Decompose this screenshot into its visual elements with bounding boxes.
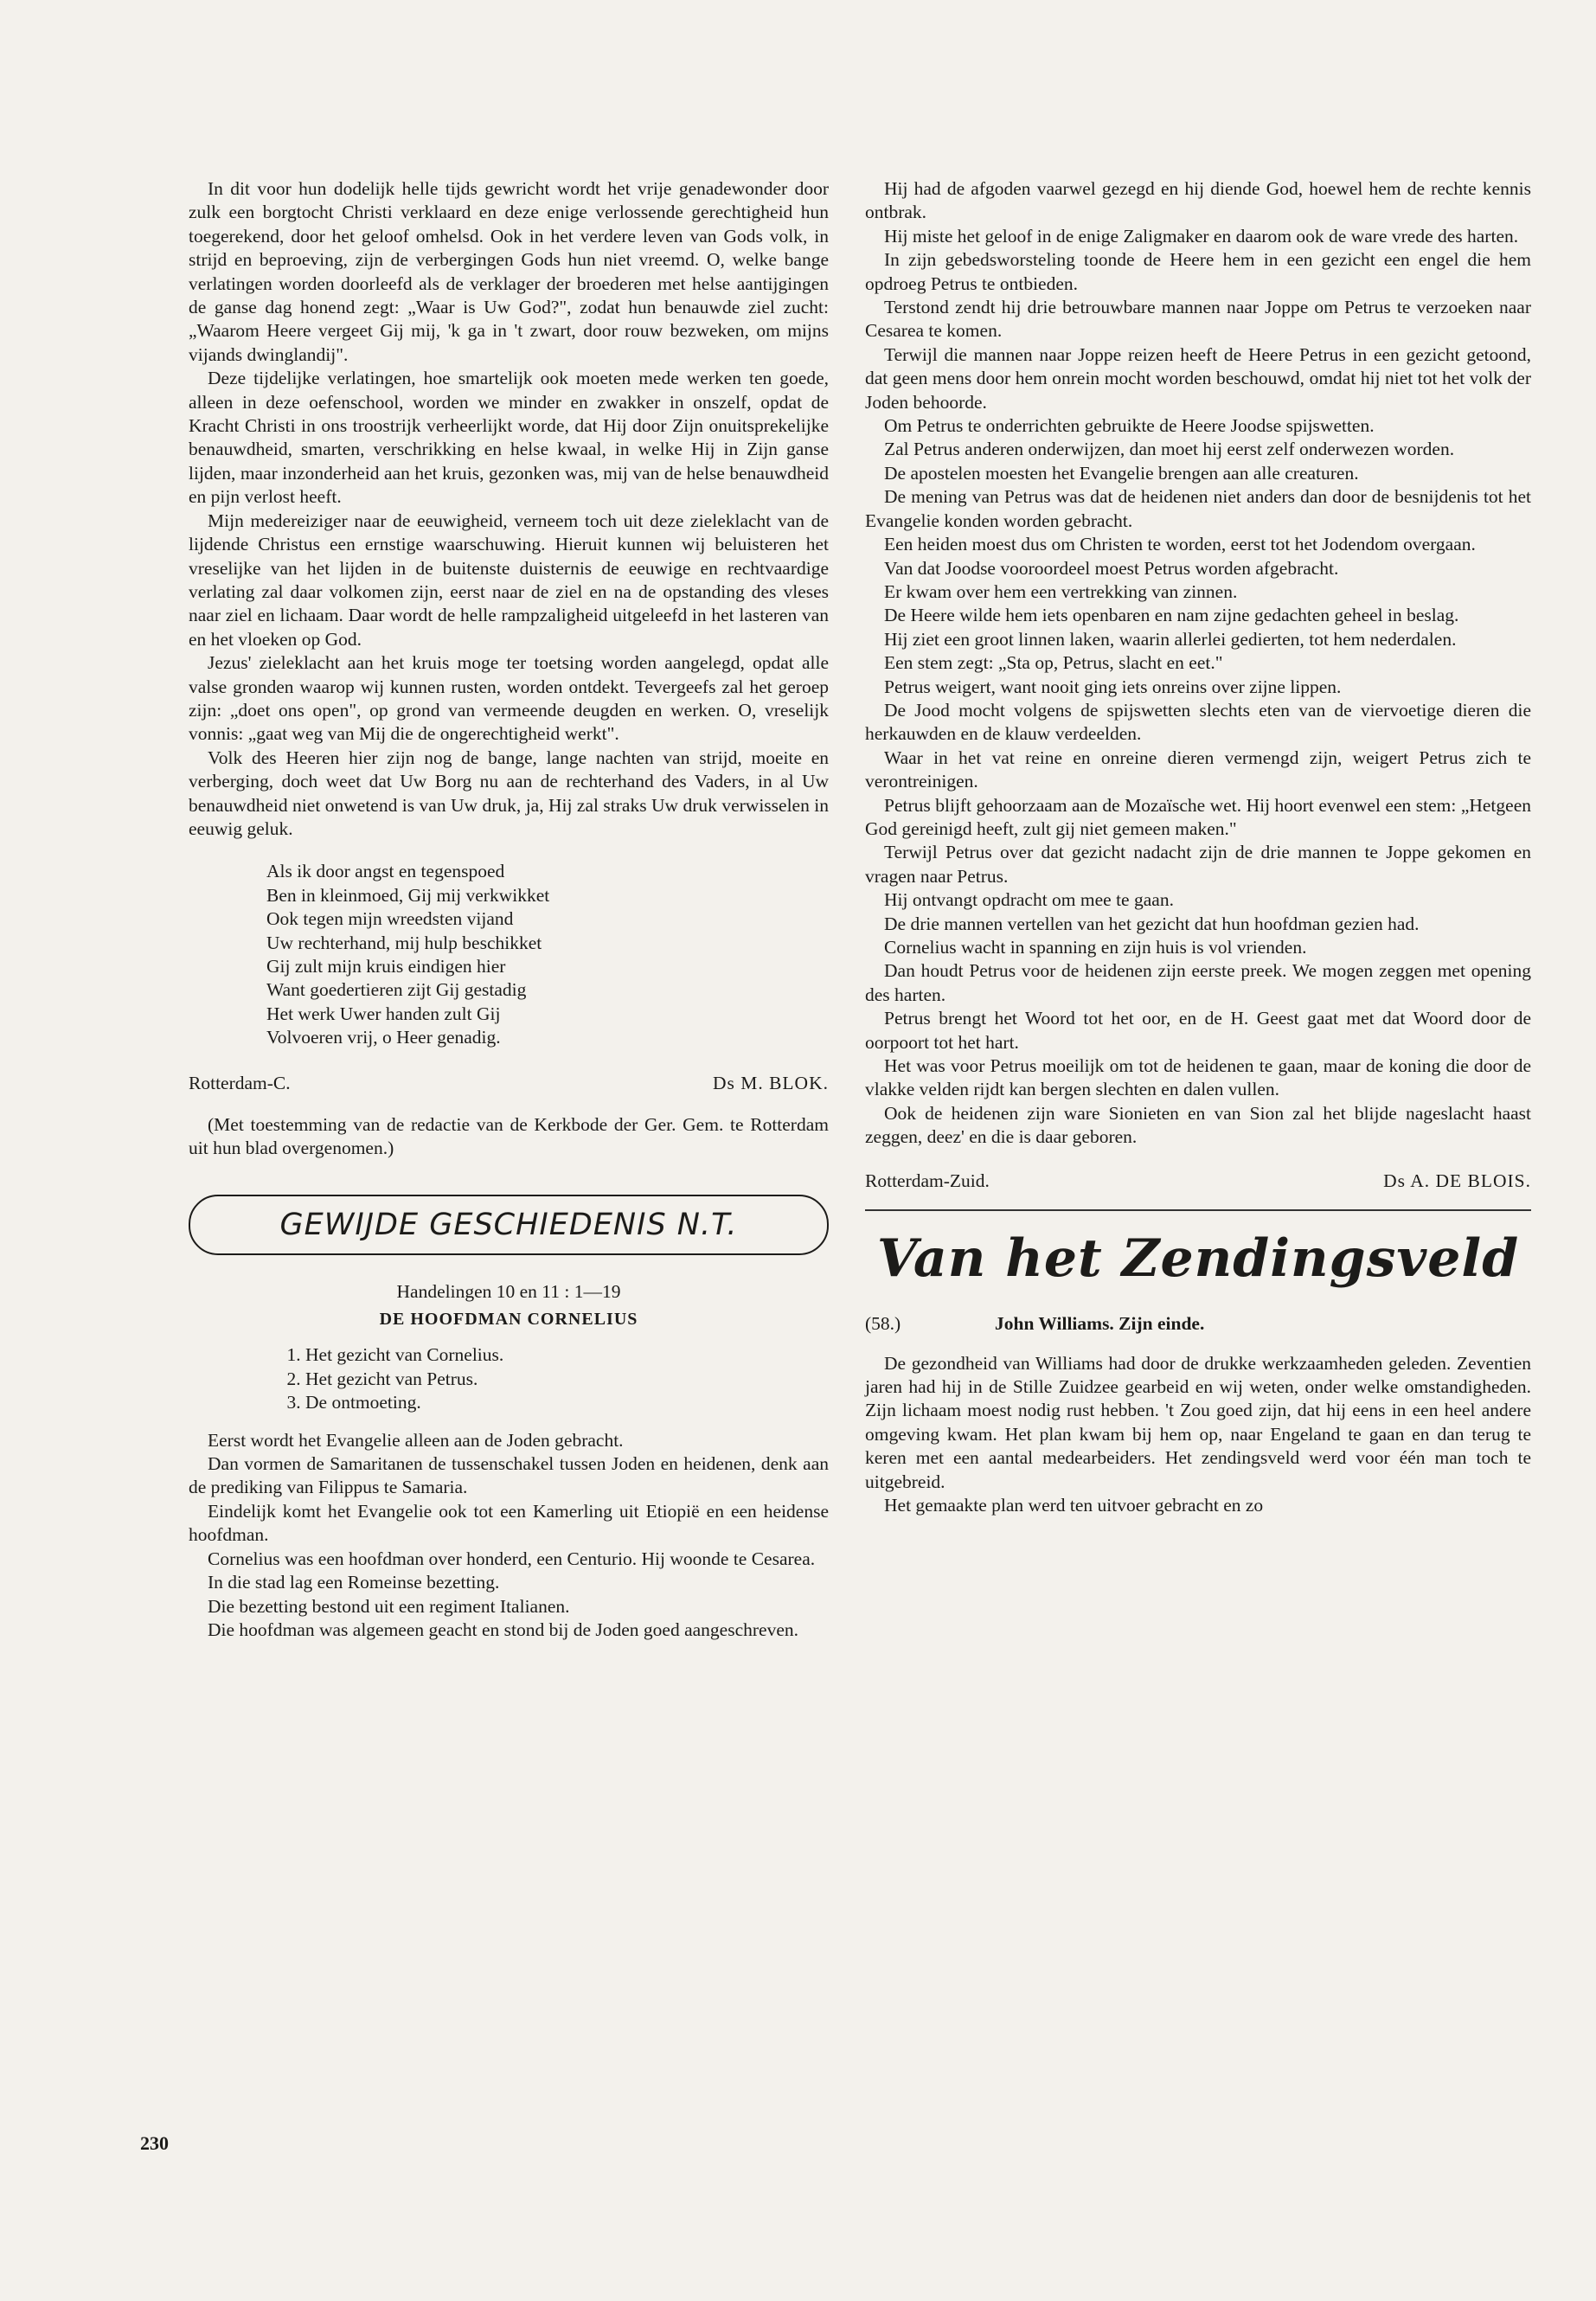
paragraph: Een heiden moest dus om Christen te worden, eerst tot het Jodendom overgaan. <box>884 534 1476 555</box>
poem-line: Ook tegen mijn wreedsten vijand <box>266 908 514 930</box>
meditation-article <box>189 177 829 841</box>
paragraph: Die bezetting bestond uit een regiment Italianen. <box>208 1595 570 1617</box>
paragraph: Het was voor Petrus moeilijk om tot de heidenen te gaan, maar de koning die door de vlakke velden rijdt kan bergen slechten en dalen vullen. <box>865 1055 1531 1100</box>
poem-line: Het werk Uwer handen zult Gij <box>266 1003 501 1024</box>
article-heading: DE HOOFDMAN CORNELIUS <box>379 1310 638 1330</box>
psalm-verse <box>266 860 829 1049</box>
poem-line: Ben in kleinmoed, Gij mij verkwikket <box>266 884 550 906</box>
paragraph: De apostelen moesten het Evangelie brengen aan alle creaturen. <box>884 462 1359 484</box>
paragraph: Die hoofdman was algemeen geacht en stond bij de Joden goed aangeschreven. <box>208 1618 798 1640</box>
paragraph: De gezondheid van Williams had door de drukke werkzaamheden geleden. Zeventien jaren had hij in de Stille Zuidzee gearbeid en wij weten, onder welke omstandigheden. Zijn lichaam moest nodig rust hebben. 't Zou goed zijn, dat hij eens in een heel andere omgeving kwam. Het plan kwam bij hem op, naar Engeland te gaan en dan terug te keren met een aantal medearbeiders. Het zendingsveld werd voor één man toch te uitgebreid. <box>865 1352 1531 1492</box>
paragraph: In zijn gebedsworsteling toonde de Heere hem in een gezicht een engel die hem opdroeg Petrus te ontbieden. <box>865 249 1531 294</box>
paragraph: Ook de heidenen zijn ware Sionieten en van Sion zal het blijde nageslacht haast zeggen, deez' en die is daar geboren. <box>865 1102 1531 1148</box>
paragraph: De Heere wilde hem iets openbaren en nam zijne gedachten geheel in beslag. <box>884 605 1459 626</box>
paragraph: Hij ziet een groot linnen laken, waarin allerlei gedierten, tot hem nederdalen. <box>884 628 1457 650</box>
list-item: 3. De ontmoeting. <box>305 1391 829 1414</box>
installment-number: (58.) <box>865 1312 901 1334</box>
poem-line: Want goedertieren zijt Gij gestadig <box>266 979 527 1001</box>
paragraph: Hij ontvangt opdracht om mee te gaan. <box>884 889 1174 911</box>
paragraph: Een stem zegt: „Sta op, Petrus, slacht en eet." <box>884 652 1223 674</box>
section-title: Van het Zendingsveld <box>876 1227 1520 1289</box>
paragraph: Waar in het vat reine en onreine dieren vermengd zijn, weigert Petrus zich te verontreinigen. <box>865 747 1531 792</box>
paragraph: Deze tijdelijke verlatingen, hoe smartelijk ook moeten mede werken ten goede, alleen in deze oefenschool, worden we minder en zwakker in onszelf, opdat de Kracht Christi in ons troostrijk verheerlijkt worde, dat Hij door Zijn onuitsprekelijke benauwdheid, smarten, verschrikking en helse kwaal, in welke Hij in Zijn ganse lijden, maar inzonderheid aan het kruis, gezonken was, mij van de helse benauwdheid en pijn verlost heeft. <box>189 368 829 508</box>
paragraph: Petrus brengt het Woord tot het oor, en de H. Geest gaat met dat Woord door de oorpoort tot het hart. <box>865 1008 1531 1053</box>
paragraph: Zal Petrus anderen onderwijzen, dan moet hij eerst zelf onderwezen worden. <box>884 439 1455 460</box>
cornelius-article-continued <box>865 177 1531 1150</box>
signature-place: Rotterdam-Zuid. <box>865 1170 990 1191</box>
paragraph: In dit voor hun dodelijk helle tijds gewricht wordt het vrije genadewonder door zulk een borgtocht Christi verklaard en deze enige verlossende gerechtigheid hun toegerekend, door het geloof omhelsd. Ook in het verdere leven van Gods volk, in strijd en beproeving, zijn de verbergingen Gods hun niet vreemd. O, welke bange verlatingen worden doorleefd als de verklager der broederen met helse aantijgingen de ganse dag honend zegt: „Waar is Uw God?", zodat hun benauwde ziel zucht: „Waarom Heere vergeet Gij mij, 'k ga in 't zwart, door rouw bezweken, om mijns vijands dwinglandij". <box>189 178 829 365</box>
signature-place: Rotterdam-C. <box>189 1072 291 1093</box>
paragraph: De mening van Petrus was dat de heidenen niet anders dan door de besnijdenis tot het Evangelie konden worden gebracht. <box>865 486 1531 531</box>
list-item: 2. Het gezicht van Petrus. <box>305 1368 829 1391</box>
signature-author: Ds M. BLOK. <box>712 1072 829 1093</box>
paragraph: Jezus' zieleklacht aan het kruis moge ter toetsing worden aangelegd, opdat alle valse gronden waarop wij kunnen rusten, worden ontdekt. Tevergeefs zal het geroep zijn: „doet ons open", op grond van vermeende deugden en werken. O, vreselijk vonnis: „gaat weg van Mij die de ongerechtigheid werkt". <box>189 652 829 745</box>
cornelius-article <box>189 1429 829 1643</box>
paragraph: Petrus weigert, want nooit ging iets onreins over zijne lippen. <box>884 676 1342 697</box>
article-heading: John Williams. Zijn einde. <box>995 1312 1205 1334</box>
section-banner <box>189 1195 829 1255</box>
paragraph: Terwijl die mannen naar Joppe reizen heeft de Heere Petrus in een gezicht getoond, dat geen mens door hem onrein mocht worden beschouwd, omdat hij niet tot het volk der Joden behoorde. <box>865 343 1531 413</box>
page-number: 230 <box>140 2132 169 2154</box>
paragraph: Dan houdt Petrus voor de heidenen zijn eerste preek. We mogen zeggen met opening des harten. <box>865 960 1531 1005</box>
paragraph: Hij miste het geloof in de enige Zaligmaker en daarom ook de ware vrede des harten. <box>884 225 1519 247</box>
reprint-note: (Met toestemming van de redactie van de Kerkbode der Ger. Gem. te Rotterdam uit hun blad overgenomen.) <box>189 1113 829 1159</box>
paragraph: Eindelijk komt het Evangelie ook tot een Kamerling uit Etiopië en een heidense hoofdman. <box>189 1500 829 1546</box>
paragraph: Mijn medereiziger naar de eeuwigheid, verneem toch uit deze zieleklacht van de lijdende Christus een ernstige waarschuwing. Hieruit kunnen wij beluisteren het vreselijke van het lijden in de buitenste duisternis de eeuwige en rechtvaardige verlating zal daar volkomen zijn, eerst naar de ziel en na de opstanding des vleses naar ziel en lichaam. Daar wordt de helle rampzaligheid uitgeleefd in het lasteren van en het vloeken op God. <box>189 510 829 650</box>
scripture-reference: Handelingen 10 en 11 : 1—19 <box>396 1281 621 1303</box>
paragraph: Petrus blijft gehoorzaam aan de Mozaïsche wet. Hij hoort evenwel een stem: „Hetgeen God gereinigd heeft, zult gij niet gemeen maken." <box>865 794 1531 839</box>
paragraph: Cornelius wacht in spanning en zijn huis is vol vrienden. <box>884 937 1307 958</box>
paragraph: De drie mannen vertellen van het gezicht dat hun hoofdman gezien had. <box>884 913 1420 934</box>
signature-author: Ds A. DE BLOIS. <box>1383 1170 1531 1191</box>
right-column <box>865 177 1531 1518</box>
paragraph: In die stad lag een Romeinse bezetting. <box>208 1572 500 1593</box>
section-divider <box>865 1209 1531 1211</box>
paragraph: Terstond zendt hij drie betrouwbare mannen naar Joppe om Petrus te verzoeken naar Cesarea te komen. <box>865 297 1531 342</box>
paragraph: Het gemaakte plan werd ten uitvoer gebracht en zo <box>884 1495 1264 1516</box>
banner-title: GEWIJDE GESCHIEDENIS N.T. <box>279 1208 738 1243</box>
poem-line: Gij zult mijn kruis eindigen hier <box>266 956 506 977</box>
section-subheading <box>865 1313 1531 1335</box>
paragraph: Volk des Heeren hier zijn nog de bange, lange nachten van strijd, moeite en verberging, doch weet dat Uw Borg nu aan de rechterhand des Vaders, in al Uw benauwdheid niet onwetend is van Uw druk, ja, Hij zal straks Uw druk verwisselen in eeuwig geluk. <box>189 747 829 839</box>
paragraph: Hij had de afgoden vaarwel gezegd en hij diende God, hoewel hem de rechte kennis ontbrak. <box>865 178 1531 223</box>
signature-line <box>189 1073 829 1094</box>
poem-line: Uw rechterhand, mij hulp beschikket <box>266 932 542 953</box>
paragraph: Er kwam over hem een vertrekking van zinnen. <box>884 580 1238 602</box>
poem-line: Volvoeren vrij, o Heer genadig. <box>266 1027 501 1048</box>
signature-line <box>865 1170 1531 1192</box>
paragraph: Van dat Joodse vooroordeel moest Petrus worden afgebracht. <box>884 557 1339 579</box>
paragraph: Terwijl Petrus over dat gezicht nadacht zijn de drie mannen te Joppe gekomen en vragen naar Petrus. <box>865 842 1531 887</box>
paragraph: De Jood mocht volgens de spijswetten slechts eten van de viervoetige dieren die herkauwden en de klauw verdeelden. <box>865 699 1531 745</box>
outline-list <box>189 1343 829 1414</box>
list-item: 1. Het gezicht van Cornelius. <box>305 1343 829 1367</box>
mission-article <box>865 1352 1531 1518</box>
paragraph: Om Petrus te onderrichten gebruikte de Heere Joodse spijswetten. <box>884 415 1375 437</box>
left-column <box>189 177 829 1642</box>
poem-line: Als ik door angst en tegenspoed <box>266 861 505 882</box>
paragraph: Dan vormen de Samaritanen de tussenschakel tussen Joden en heidenen, denk aan de prediking van Filippus te Samaria. <box>189 1453 829 1498</box>
paragraph: Cornelius was een hoofdman over honderd, een Centurio. Hij woonde te Cesarea. <box>208 1548 816 1569</box>
paragraph: Eerst wordt het Evangelie alleen aan de Joden gebracht. <box>208 1429 624 1451</box>
